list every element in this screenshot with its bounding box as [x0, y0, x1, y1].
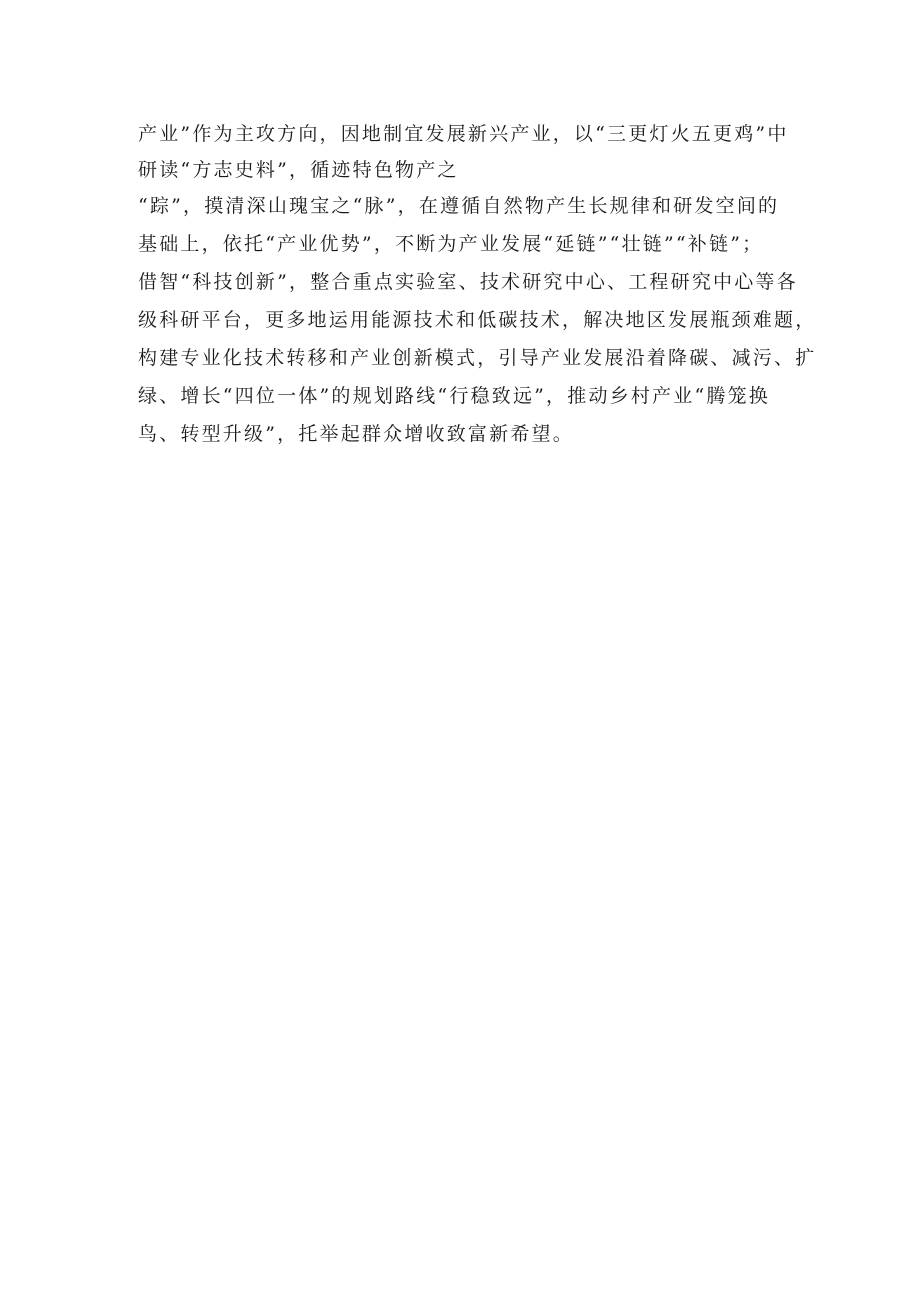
text-line: 借智“科技创新”，整合重点实验室、技术研究中心、工程研究中心等各 [138, 271, 798, 293]
text-line: “踪”，摸清深山瑰宝之“脉”，在遵循自然物产生长规律和研发空间的 [138, 195, 780, 217]
text-line: 产业”作为主攻方向，因地制宜发展新兴产业，以“三更灯火五更鸡”中 [138, 123, 789, 145]
text-line: 基础上，依托“产业优势”，不断为产业发展“延链”“壮链”“补链”； [138, 233, 764, 255]
text-line: 绿、增长“四位一体”的规划路线“行稳致远”，推动乡村产业“腾笼换 [138, 385, 770, 407]
text-line: 鸟、转型升级”，托举起群众增收致富新希望。 [138, 423, 574, 445]
text-line: 研读“方志史料”，循迹特色物产之 [138, 159, 459, 181]
body-paragraph [138, 115, 817, 453]
text-line: 级科研平台，更多地运用能源技术和低碳技术，解决地区发展瓶颈难题， [138, 309, 817, 331]
text-line: 构建专业化技术转移和产业创新模式，引导产业发展沿着降碳、减污、扩 [138, 347, 817, 369]
